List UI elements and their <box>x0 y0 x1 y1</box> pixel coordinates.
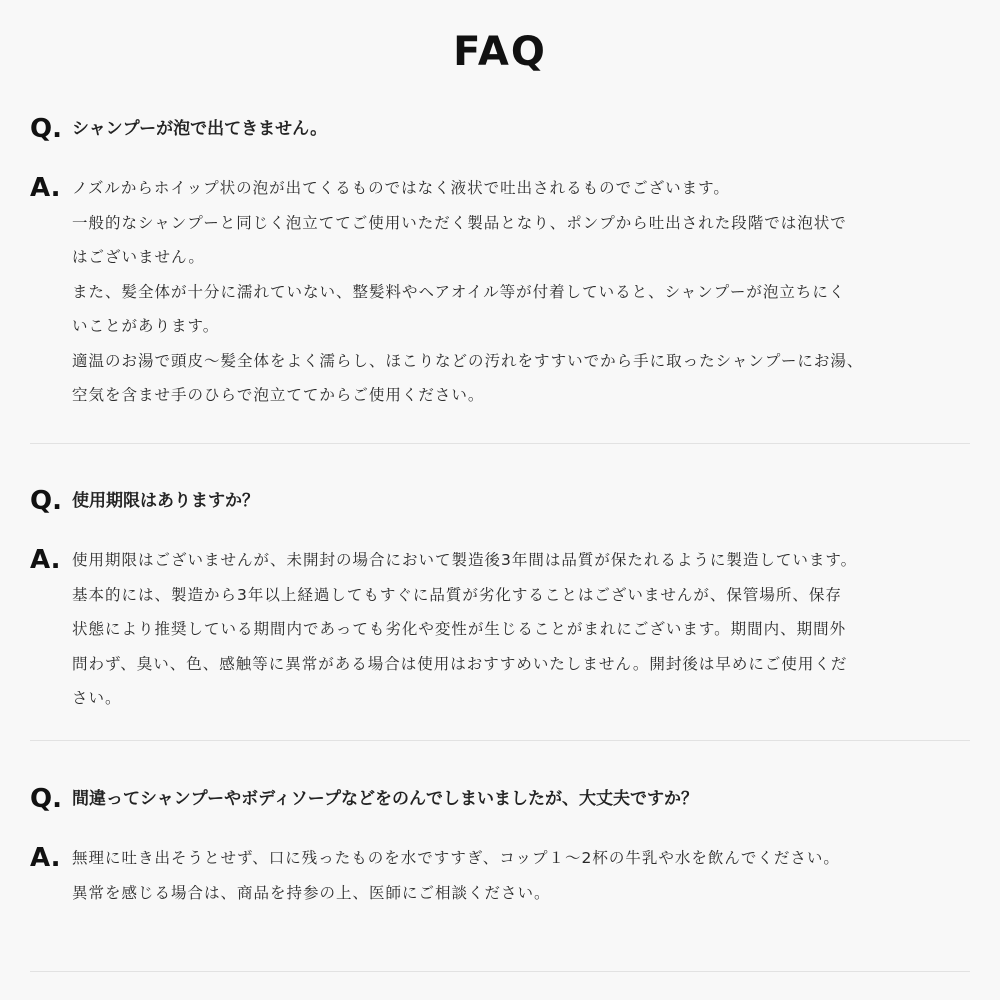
answer-marker: A. <box>30 173 61 203</box>
answer-line: さい。 <box>72 689 122 707</box>
answer-line: 状態により推奨している期間内であっても劣化や変性が生じることがまれにございます。期間内、期間外 <box>72 620 847 638</box>
answer-body <box>72 841 972 910</box>
answer-line: 異常を感じる場合は、商品を持参の上、医師にご相談ください。 <box>72 883 551 902</box>
answer-line: ノズルからホイップ状の泡が出てくるものではなく液状で吐出されるものでございます。 <box>72 179 730 197</box>
answer-line: 使用期限はございませんが、未開封の場合において製造後3年間は品質が保たれるように製造しています。 <box>72 551 858 569</box>
answer-line: 空気を含ませ手のひらで泡立ててからご使用ください。 <box>72 386 485 404</box>
answer-marker: A. <box>30 545 61 575</box>
answer-marker: A. <box>30 843 61 873</box>
answer-line: 基本的には、製造から3年以上経過してもすぐに品質が劣化することはございませんが、保管場所、保存 <box>72 585 842 604</box>
answer-body <box>72 543 972 716</box>
divider <box>30 971 970 972</box>
divider <box>30 740 970 741</box>
question-marker: Q. <box>30 114 62 144</box>
divider <box>30 443 970 444</box>
question-text: シャンプーが泡で出てきません。 <box>72 119 328 139</box>
answer-line: はございません。 <box>72 248 205 266</box>
question-text: 使用期限はありますか？ <box>72 491 259 511</box>
answer-line: 問わず、臭い、色、感触等に異常がある場合は使用はおすすめいたしません。開封後は早めにご使用くだ <box>72 654 848 673</box>
question-marker: Q. <box>30 784 62 814</box>
answer-line: 無理に吐き出そうとせず、口に残ったものを水ですすぎ、コップ１～2杯の牛乳や水を飲んでください。 <box>72 849 840 867</box>
answer-line: 一般的なシャンプーと同じく泡立ててご使用いただく製品となり、ポンプから吐出された段階では泡状で <box>72 213 847 232</box>
answer-line: 適温のお湯で頭皮～髪全体をよく濡らし、ほこりなどの汚れをすすいでから手に取ったシャンプーにお湯、 <box>72 351 864 370</box>
answer-line: いことがあります。 <box>72 317 220 335</box>
answer-line: また、髪全体が十分に濡れていない、整髪料やヘアオイル等が付着していると、シャンプーが泡立ちにく <box>72 282 846 301</box>
answer-body <box>72 171 972 413</box>
page-title: FAQ <box>453 29 547 75</box>
question-text: 間違ってシャンプーやボディソープなどをのんでしまいましたが、大丈夫ですか？ <box>72 789 698 809</box>
question-marker: Q. <box>30 486 62 516</box>
